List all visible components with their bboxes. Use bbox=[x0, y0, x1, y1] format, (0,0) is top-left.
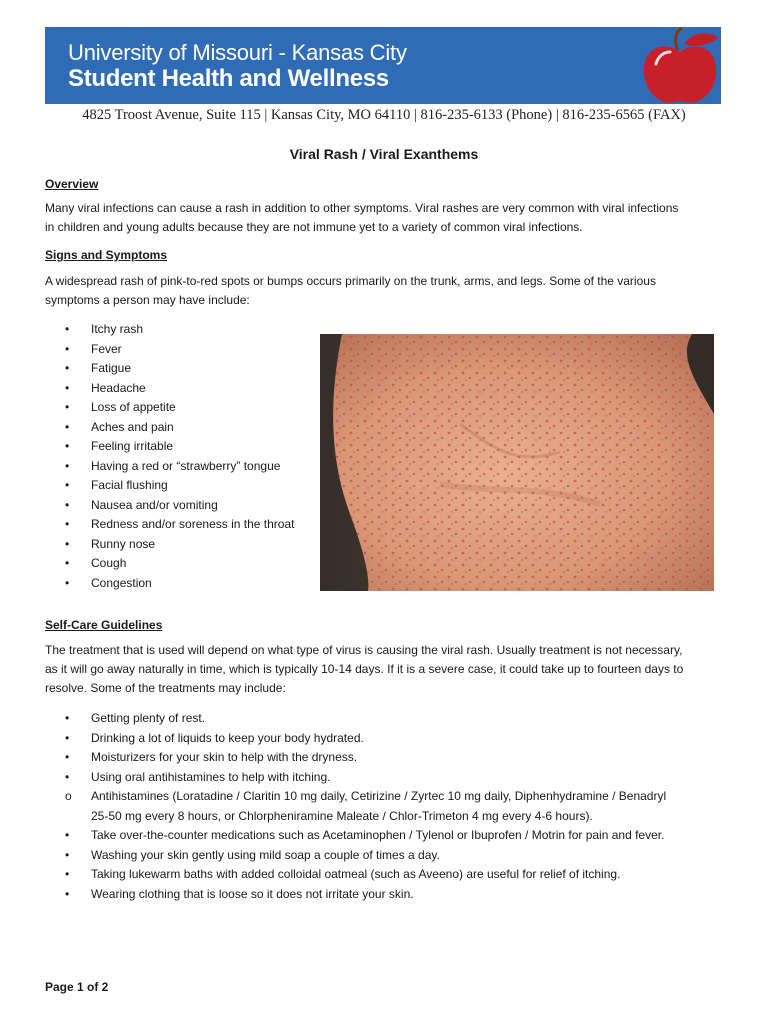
bullet: • bbox=[65, 458, 70, 473]
sub-bullet: o bbox=[65, 789, 72, 803]
list-item: • Fever bbox=[45, 340, 294, 360]
bullet: • bbox=[65, 886, 70, 901]
bullet: • bbox=[65, 439, 70, 453]
list-item: • Using oral antihistamines to help with itching. bbox=[45, 768, 725, 788]
bullet: • bbox=[65, 750, 70, 764]
list-item: • Washing your skin gently using mild soap a couple of times a day. bbox=[45, 846, 725, 866]
list-item: • Headache bbox=[45, 379, 294, 399]
signs-heading: Signs and Symptoms bbox=[45, 248, 168, 262]
bullet: • bbox=[65, 769, 70, 784]
list-item: • Moisturizers for your skin to help with the dryness. bbox=[45, 748, 725, 768]
signs-line: A widespread rash of pink-to-red spots or bumps occurs primarily on the trunk, arms, and legs. Some of the various bbox=[45, 274, 656, 288]
antihistamine-line: 25-50 mg every 8 hours, or Chlorpheniramine Maleate / Chlor-Trimeton 4 mg every 4-6 hours). bbox=[91, 808, 593, 823]
university-name: University of Missouri - Kansas City bbox=[68, 40, 407, 65]
bullet: • bbox=[65, 847, 70, 862]
rash-photo bbox=[320, 334, 714, 591]
list-item: • Drinking a lot of liquids to keep your body hydrated. bbox=[45, 729, 725, 749]
symptom-list bbox=[45, 320, 294, 593]
self-care-heading: Self-Care Guidelines bbox=[45, 618, 163, 632]
bullet: • bbox=[65, 341, 70, 356]
list-item bbox=[45, 787, 725, 826]
list-item: • Aches and pain bbox=[45, 418, 294, 438]
bullet: • bbox=[65, 497, 70, 512]
bullet: • bbox=[65, 536, 70, 551]
list-item: • Redness and/or soreness in the throat bbox=[45, 515, 294, 535]
list-item: • Getting plenty of rest. bbox=[45, 709, 725, 729]
page-title: Viral Rash / Viral Exanthems bbox=[289, 146, 479, 162]
list-item: • Cough bbox=[45, 554, 294, 574]
treatment-list bbox=[45, 709, 725, 904]
list-item: • Having a red or “strawberry” tongue bbox=[45, 457, 294, 477]
self-care-line: resolve. Some of the treatments may include: bbox=[45, 681, 286, 695]
list-item: • Nausea and/or vomiting bbox=[45, 496, 294, 516]
bullet: • bbox=[65, 828, 70, 842]
bullet: • bbox=[65, 419, 70, 434]
signs-paragraph bbox=[45, 272, 725, 310]
bullet: • bbox=[65, 400, 70, 414]
list-item: • Wearing clothing that is loose so it does not irritate your skin. bbox=[45, 885, 725, 905]
list-item: • Take over-the-counter medications such as Acetaminophen / Tylenol or Ibuprofen / Motrin for pain and fever. bbox=[45, 826, 725, 846]
antihistamine-line: Antihistamines (Loratadine / Claritin 10 mg daily, Cetirizine / Zyrtec 10 mg daily, Diphenhydramine / Benadryl bbox=[91, 789, 667, 803]
bullet: • bbox=[65, 517, 70, 531]
contact-address: 4825 Troost Avenue, Suite 115 | Kansas City, MO 64110 | 816-235-6133 (Phone) | 816-235-6565 (FAX) bbox=[82, 107, 686, 123]
overview-heading: Overview bbox=[45, 177, 99, 191]
list-item: • Feeling irritable bbox=[45, 437, 294, 457]
overview-line: Many viral infections can cause a rash in addition to other symptoms. Viral rashes are very common with viral infections bbox=[45, 201, 679, 215]
bullet: • bbox=[65, 380, 70, 395]
bullet: • bbox=[65, 711, 70, 725]
list-item: • Facial flushing bbox=[45, 476, 294, 496]
department-name: Student Health and Wellness bbox=[68, 65, 389, 92]
overview-line: in children and young adults because they are not immune yet to a variety of common viral infections. bbox=[45, 220, 583, 234]
list-item: • Congestion bbox=[45, 574, 294, 594]
bullet: • bbox=[65, 361, 70, 375]
signs-line: symptoms a person may have include: bbox=[45, 293, 250, 307]
self-care-paragraph bbox=[45, 641, 725, 698]
self-care-line: The treatment that is used will depend on what type of virus is causing the viral rash. Usually treatment is not necessary, bbox=[45, 643, 683, 657]
list-item: • Fatigue bbox=[45, 359, 294, 379]
bullet: • bbox=[65, 478, 70, 492]
bullet: • bbox=[65, 575, 70, 590]
page-number: Page 1 of 2 bbox=[45, 980, 109, 994]
red-apple-icon bbox=[638, 26, 724, 108]
bullet: • bbox=[65, 867, 70, 881]
overview-paragraph bbox=[45, 199, 725, 237]
list-item: • Taking lukewarm baths with added colloidal oatmeal (such as Aveeno) are useful for relief of itching. bbox=[45, 865, 725, 885]
bullet: • bbox=[65, 730, 70, 745]
header-banner bbox=[45, 27, 721, 104]
list-item: • Loss of appetite bbox=[45, 398, 294, 418]
list-item: • Itchy rash bbox=[45, 320, 294, 340]
bullet: • bbox=[65, 322, 70, 336]
self-care-line: as it will go away naturally in time, which is typically 10-14 days. If it is a severe case, it could take up to fourteen days to bbox=[45, 662, 684, 676]
list-item: • Runny nose bbox=[45, 535, 294, 555]
bullet: • bbox=[65, 556, 70, 570]
